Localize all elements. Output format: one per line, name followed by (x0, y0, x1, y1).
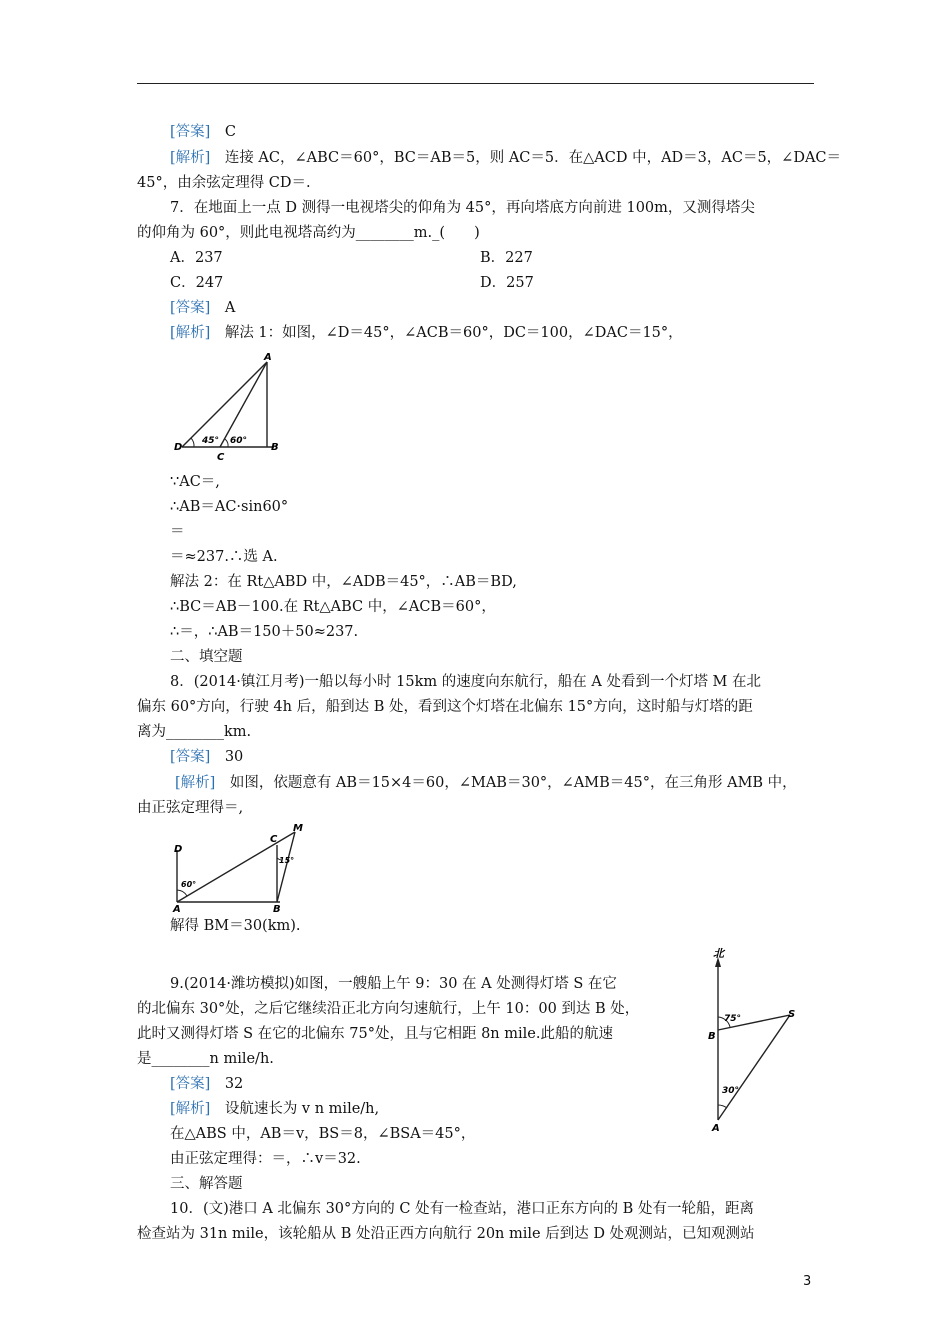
section-heading: 二、填空题 (170, 649, 243, 665)
vertex-label-B: B (708, 1031, 716, 1042)
angle-label: 15° (279, 856, 295, 865)
text-line: ∵AC＝, (170, 474, 220, 490)
text-line: 的北偏东 30°处，之后它继续沿正北方向匀速航行，上午 10：00 到达 B 处， (137, 1001, 640, 1017)
vertex-label-C: C (270, 834, 278, 845)
answer-line: [答案] C (170, 124, 236, 140)
vertex-label-B: B (273, 904, 281, 912)
vertex-label-A: A (264, 352, 272, 363)
text-line: ∴＝，∴AB＝150＋50≈237. (170, 624, 359, 640)
answer-line: [答案] 30 (170, 749, 244, 765)
analysis-line: [解析] 解法 1：如图，∠D＝45°，∠ACB＝60°，DC＝100，∠DAC＝15°， (170, 325, 683, 341)
vertex-label-C: C (217, 452, 225, 460)
options-row: C．247 D．257 (170, 275, 534, 291)
angle-label: 75° (724, 1014, 742, 1024)
text-line: 的仰角为 60°，则此电视塔高约为________m._( ) (137, 225, 480, 241)
vertex-label-B: B (271, 442, 279, 453)
text-line: ∴BC＝AB－100.在 Rt△ABC 中，∠ACB＝60°， (170, 599, 496, 615)
text-line: 解得 BM＝30(km). (170, 918, 301, 934)
text-line: ∴AB＝AC·sin60° (170, 499, 289, 515)
vertex-label-D: D (174, 844, 183, 855)
text-line: 此时又测得灯塔 S 在它的北偏东 75°处，且与它相距 8n mile.此船的航速 (137, 1026, 613, 1042)
text-line: 由正弦定理得：＝，∴v＝32. (170, 1151, 361, 1167)
vertex-label-S: S (788, 1009, 796, 1020)
text-line: ＝≈237.∴选 A. (170, 549, 278, 565)
vertex-label-A: A (712, 1123, 720, 1134)
text-line: 在△ABS 中，AB＝v，BS＝8，∠BSA＝45°， (170, 1126, 476, 1142)
angle-label: 60° (230, 436, 248, 446)
bearing-figure-3 (700, 945, 805, 1140)
triangle-figure-2 (165, 820, 315, 912)
text-line: 检查站为 31n mile，该轮船从 B 处沿正西方向航行 20n mile 后到达 D 处观测站，已知观测站 (137, 1226, 755, 1242)
question-7: 7．在地面上一点 D 测得一电视塔尖的仰角为 45°，再向塔底方向前进 100m，又测得塔尖 (170, 200, 755, 216)
analysis-line: [解析] 如图，依题意有 AB＝15×4＝60，∠MAB＝30°，∠AMB＝45°，在三角形 AMB 中， (175, 775, 797, 791)
header-rule (137, 83, 814, 84)
north-label: 北 (713, 947, 724, 960)
answer-line: [答案] A (170, 300, 236, 316)
question-9: 9.(2014·潍坊模拟)如图，一艘船上午 9：30 在 A 处测得灯塔 S 在它 (170, 976, 617, 992)
options-row: A．237 B．227 (170, 250, 533, 266)
vertex-label-M: M (293, 823, 303, 834)
triangle-figure-1 (170, 350, 285, 460)
text-line: 由正弦定理得＝, (137, 800, 244, 816)
text-line: 是________n mile/h. (137, 1051, 274, 1067)
text-line: ＝ (170, 524, 185, 540)
angle-label: 30° (722, 1086, 740, 1096)
question-8: 8．(2014·镇江月考)一船以每小时 15km 的速度向东航行，船在 A 处看到一个灯塔 M 在北 (170, 674, 762, 690)
text-line: 45°，由余弦定理得 CD＝. (137, 175, 311, 191)
question-10: 10．(文)港口 A 北偏东 30°方向的 C 处有一检查站，港口正东方向的 B 处有一轮船，距离 (170, 1201, 754, 1217)
vertex-label-D: D (174, 442, 183, 453)
vertex-label-A: A (173, 904, 181, 912)
answer-line: [答案] 32 (170, 1076, 244, 1092)
angle-label: 45° (202, 436, 220, 446)
text-line: 离为________km. (137, 724, 252, 740)
analysis-line: [解析] 连接 AC，∠ABC＝60°，BC＝AB＝5，则 AC＝5．在△ACD 中，AD＝3，AC＝5，∠DAC＝ (170, 150, 842, 166)
page-number: 3 (803, 1274, 812, 1289)
text-line: 偏东 60°方向，行驶 4h 后，船到达 B 处，看到这个灯塔在北偏东 15°方向，这时船与灯塔的距 (137, 699, 753, 715)
angle-label: 60° (181, 880, 197, 889)
analysis-line: [解析] 设航速长为 v n mile/h, (170, 1101, 380, 1117)
section-heading: 三、解答题 (170, 1176, 243, 1192)
text-line: 解法 2：在 Rt△ABD 中，∠ADB＝45°，∴AB＝BD, (170, 574, 517, 590)
